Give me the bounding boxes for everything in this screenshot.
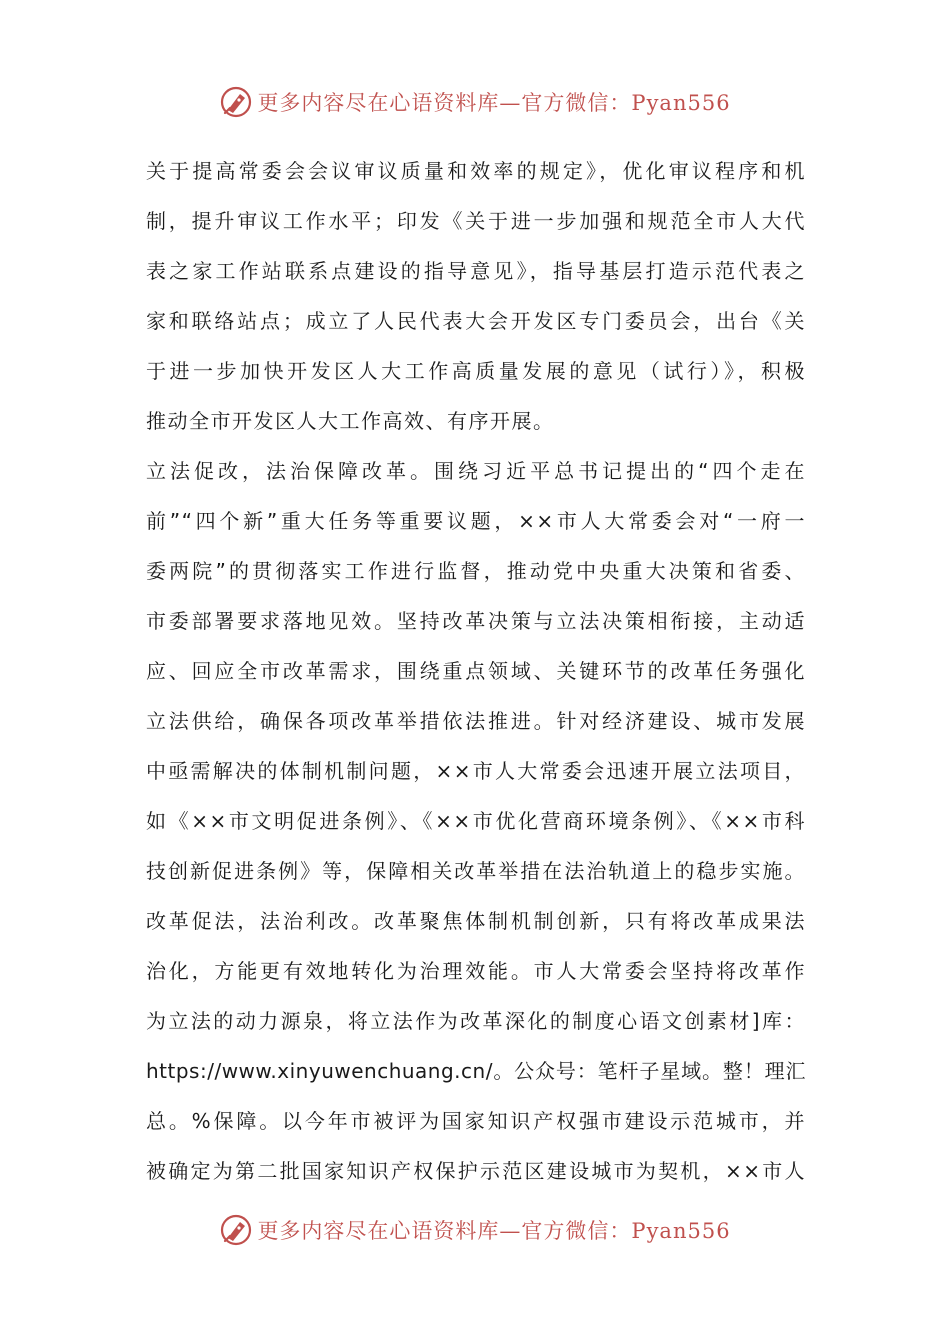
footer-banner [0,1210,950,1250]
body-line: 总。%保障。以今年市被评为国家知识产权强市建设示范城市，并 [146,1109,806,1133]
body-line: 如《××市文明促进条例》、《××市优化营商环境条例》、《××市科 [146,809,806,833]
body-line-url: https://www.xinyuwenchuang.cn/。公众号：笔杆子星域。整！理汇 [146,1059,806,1083]
body-line: 制，提升审议工作水平；印发《关于进一步加强和规范全市人大代 [146,209,806,233]
body-line: 推动全市开发区人大工作高效、有序开展。 [146,409,555,433]
footer-banner-text: 更多内容尽在心语资料库—官方微信：Pyan556 [257,1219,731,1243]
body-line: 于进一步加快开发区人大工作高质量发展的意见（试行）》，积极 [146,359,806,383]
pen-nib-circle-icon [219,1213,253,1247]
body-line: 立法促改，法治保障改革。围绕习近平总书记提出的“四个走在 [146,459,806,483]
body-line: 治化，方能更有效地转化为治理效能。市人大常委会坚持将改革作 [146,959,806,983]
body-line: 市委部署要求落地见效。坚持改革决策与立法决策相衔接，主动适 [146,609,806,633]
body-line: 为立法的动力源泉，将立法作为改革深化的制度心语文创素材]库： [146,1009,806,1033]
body-line: 改革促法，法治利改。改革聚焦体制机制创新，只有将改革成果法 [146,909,806,933]
body-line: 表之家工作站联系点建设的指导意见》，指导基层打造示范代表之 [146,259,806,283]
body-line: 关于提高常委会会议审议质量和效率的规定》，优化审议程序和机 [146,159,806,183]
body-line: 中亟需解决的体制机制问题，××市人大常委会迅速开展立法项目， [146,759,806,783]
body-line: 技创新促进条例》等，保障相关改革举措在法治轨道上的稳步实施。 [146,859,806,883]
body-line: 家和联络站点；成立了人民代表大会开发区专门委员会，出台《关 [146,309,806,333]
body-line: 前”“四个新”重大任务等重要议题，××市人大常委会对“一府一 [146,509,806,533]
header-banner [0,82,950,122]
body-line: 应、回应全市改革需求，围绕重点领域、关键环节的改革任务强化 [146,659,806,683]
body-line: 立法供给，确保各项改革举措依法推进。针对经济建设、城市发展 [146,709,806,733]
pen-nib-circle-icon [219,85,253,119]
document-body [146,146,806,1196]
body-line: 被确定为第二批国家知识产权保护示范区建设城市为契机，××市人 [146,1159,806,1183]
body-line: 委两院”的贯彻落实工作进行监督，推动党中央重大决策和省委、 [146,559,806,583]
header-banner-text: 更多内容尽在心语资料库—官方微信：Pyan556 [257,91,731,115]
